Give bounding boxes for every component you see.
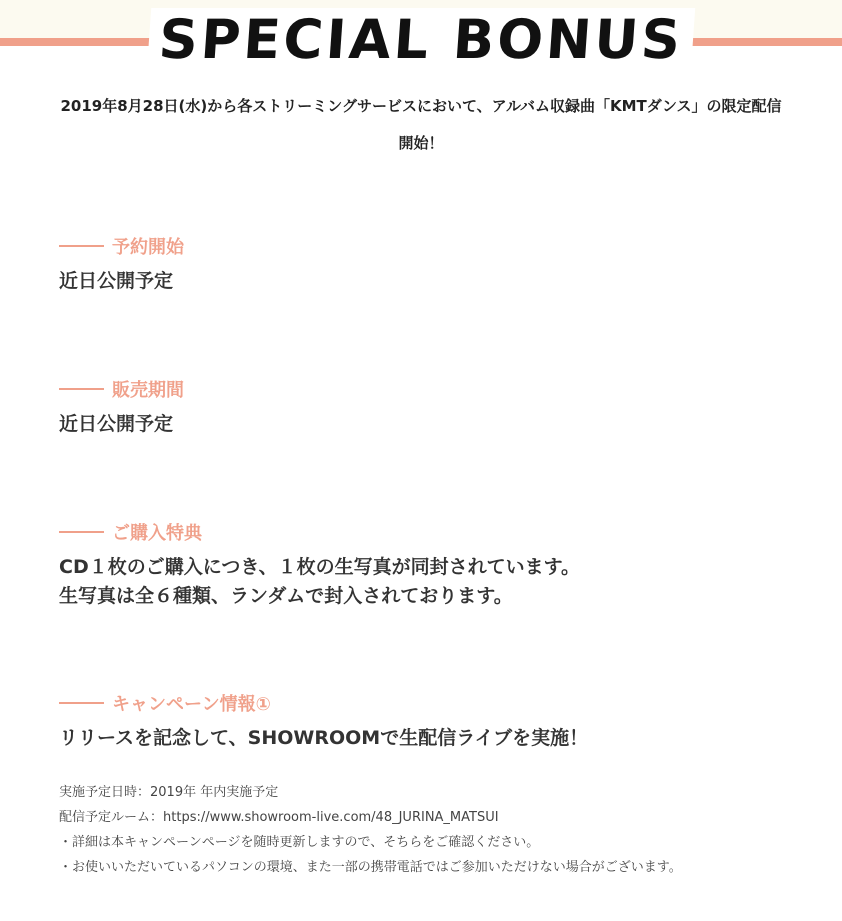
section-label-text: キャンペーン情報① [112, 694, 271, 715]
section-body-line: 近日公開予定 [59, 413, 174, 435]
section-body-line: 近日公開予定 [59, 270, 174, 292]
intro-line-1: 2019年8月28日(水)から各ストリーミングサービスにおいて、アルバム収録曲「KMTダンス」の限定配信 [60, 97, 782, 115]
section-label-text: ご購入特典 [112, 523, 202, 544]
section-body [59, 724, 819, 753]
room-link[interactable]: https://www.showroom-live.com/48_JURINA_MATSUI [163, 810, 499, 825]
section-body-line: 生写真は全６種類、ランダムで封入されております。 [59, 585, 513, 607]
section-body [59, 553, 819, 611]
page-title: SPECIAL BONUS [147, 8, 696, 72]
section-purchase-bonus [59, 519, 819, 611]
section-body-line: CD１枚のご購入につき、１枚の生写真が同封されています。 [59, 556, 581, 578]
section-label [59, 519, 819, 545]
label-dash [59, 702, 104, 704]
section-body-line: リリースを記念して、SHOWROOMで生配信ライブを実施！ [59, 727, 589, 749]
label-dash [59, 388, 104, 390]
section-label-text: 予約開始 [112, 237, 184, 258]
room-line [59, 805, 829, 830]
intro-text [30, 88, 812, 162]
section-label-text: 販売期間 [112, 380, 184, 401]
section-reservation [59, 233, 819, 296]
label-dash [59, 245, 104, 247]
section-label [59, 233, 819, 259]
section-body [59, 267, 819, 296]
section-campaign-1 [59, 690, 819, 753]
section-label [59, 690, 819, 716]
room-prefix: 配信予定ルーム： [59, 810, 164, 825]
intro-line-2: 開始！ [398, 134, 444, 152]
section-label [59, 376, 819, 402]
section-body [59, 410, 819, 439]
note-line-2: ・お使いいただいているパソコンの環境、また一部の携帯電話ではご参加いただけない場合がございます。 [59, 860, 682, 875]
note-line-1: ・詳細は本キャンペーンページを随時更新しますので、そちらをご確認ください。 [59, 835, 540, 850]
date-line: 実施予定日時：2019年 年内実施予定 [59, 785, 279, 800]
section-sales-period [59, 376, 819, 439]
title-wrap [0, 8, 842, 72]
label-dash [59, 531, 104, 533]
campaign-details [59, 780, 829, 880]
